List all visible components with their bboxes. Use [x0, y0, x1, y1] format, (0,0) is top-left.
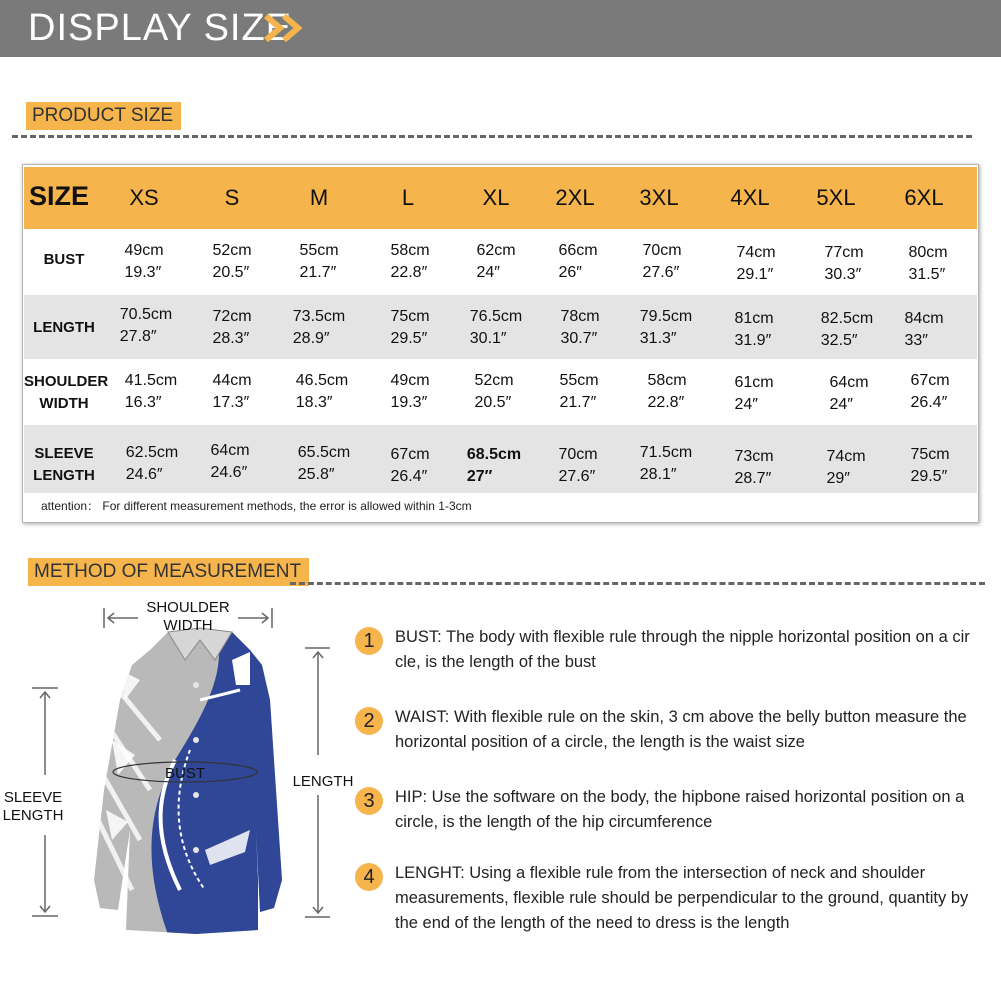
- cell: 64cm 24.6″: [210, 442, 250, 481]
- divider: [12, 135, 972, 138]
- cell: 66cm 26″: [558, 242, 598, 281]
- size-col-3xl: 3XL: [639, 185, 679, 210]
- size-table: [22, 164, 979, 523]
- step-text: WAIST: With flexible rule on the skin, 3 cm above the belly button measure the horizontal position of a circle, the length is the waist size: [395, 708, 967, 751]
- method-label: METHOD OF MEASUREMENT: [28, 558, 309, 586]
- size-col-6xl: 6XL: [904, 185, 944, 210]
- step-text: LENGHT: Using a flexible rule from the intersection of neck and shoulder measurements, flexible rule should be perpendicular to the ground, quantity by the end of the length of the need to dress is the length: [395, 864, 969, 932]
- size-col-l: L: [401, 185, 415, 210]
- cell: 44cm 17.3″: [212, 372, 252, 411]
- length-annotation: LENGTH: [292, 773, 354, 790]
- cell: 75cm 29.5″: [390, 308, 430, 347]
- cell: 82.5cm 32.5″: [820, 310, 874, 349]
- cell: 70cm 27.6″: [642, 242, 682, 281]
- step-number-badge: 4: [355, 863, 383, 891]
- page-title: DISPLAY SIZE: [28, 7, 293, 49]
- cell: 70cm 27.6″: [558, 446, 598, 485]
- size-col-2xl: 2XL: [555, 185, 595, 210]
- cell: 61cm 24″: [734, 374, 774, 413]
- cell: 73.5cm 28.9″: [292, 308, 346, 347]
- step-number-badge: 2: [355, 707, 383, 735]
- row-label-shoulder-width: SHOULDER WIDTH: [24, 373, 109, 412]
- cell: 55cm 21.7″: [559, 372, 599, 411]
- cell: 76.5cm 30.1″: [469, 308, 523, 347]
- cell: 80cm 31.5″: [908, 244, 948, 283]
- cell: 65.5cm 25.8″: [297, 444, 351, 483]
- cell: 71.5cm 28.1″: [639, 444, 693, 483]
- cell: 74cm 29″: [826, 448, 866, 487]
- row-label-length: LENGTH: [33, 319, 95, 336]
- cell: 49cm 19.3″: [390, 372, 430, 411]
- attention-note: attention： For different measurement methods, the error is allowed within 1-3cm: [41, 499, 472, 513]
- table-row: [24, 359, 977, 425]
- size-col-m: M: [309, 185, 329, 210]
- cell: 81cm 31.9″: [734, 310, 774, 349]
- cell: 52cm 20.5″: [212, 242, 252, 281]
- cell: 72cm 28.3″: [212, 308, 252, 347]
- size-col-xl: XL: [482, 185, 510, 210]
- cell: 84cm 33″: [904, 310, 944, 349]
- cell: 78cm 30.7″: [560, 308, 600, 347]
- cell: 74cm 29.1″: [736, 244, 776, 283]
- cell: 58cm 22.8″: [390, 242, 430, 281]
- cell: 67cm 26.4″: [910, 372, 950, 411]
- cell: 49cm 19.3″: [124, 242, 164, 281]
- cell: 46.5cm 18.3″: [295, 372, 349, 411]
- cell: 73cm 28.7″: [734, 448, 774, 487]
- cell: 41.5cm 16.3″: [124, 372, 178, 411]
- cell: 52cm 20.5″: [474, 372, 514, 411]
- sleeve-length-annotation: SLEEVE LENGTH: [2, 789, 64, 824]
- cell: 64cm 24″: [829, 374, 869, 413]
- cell: 67cm 26.4″: [390, 446, 430, 485]
- size-col-5xl: 5XL: [816, 185, 856, 210]
- cell: 62cm 24″: [476, 242, 516, 281]
- step-text: HIP: Use the software on the body, the hipbone raised horizontal position on a circle, is the length of the hip circumference: [395, 788, 965, 831]
- cell: 70.5cm 27.8″: [119, 306, 173, 345]
- double-chevron-right-icon: [262, 12, 308, 44]
- cell: 75cm 29.5″: [910, 446, 950, 485]
- divider: [290, 582, 985, 585]
- table-row: [24, 295, 977, 359]
- size-header: SIZE: [29, 181, 90, 211]
- product-size-label: PRODUCT SIZE: [26, 102, 181, 130]
- step-text: BUST: The body with flexible rule through the nipple horizontal position on a cir cle, is the length of the bust: [395, 628, 970, 671]
- cell: 79.5cm 31.3″: [639, 308, 693, 347]
- cell: 58cm 22.8″: [647, 372, 687, 411]
- cell: 68.5cm 27″: [466, 446, 522, 485]
- shoulder-width-annotation: SHOULDER WIDTH: [146, 599, 230, 634]
- cell: 55cm 21.7″: [299, 242, 339, 281]
- size-col-xs: XS: [129, 185, 159, 210]
- row-label-sleeve-length: SLEEVE LENGTH: [33, 445, 95, 484]
- size-col-s: S: [224, 185, 240, 210]
- bust-annotation: BUST: [164, 765, 205, 782]
- row-label-bust: BUST: [43, 251, 85, 268]
- header-bar: [0, 0, 1001, 57]
- table-header: [24, 167, 977, 229]
- size-col-4xl: 4XL: [730, 185, 770, 210]
- cell: 77cm 30.3″: [824, 244, 864, 283]
- step-number-badge: 3: [355, 787, 383, 815]
- table-row: [24, 231, 977, 295]
- cell: 62.5cm 24.6″: [125, 444, 179, 483]
- table-row: [24, 425, 977, 493]
- step-number-badge: 1: [355, 627, 383, 655]
